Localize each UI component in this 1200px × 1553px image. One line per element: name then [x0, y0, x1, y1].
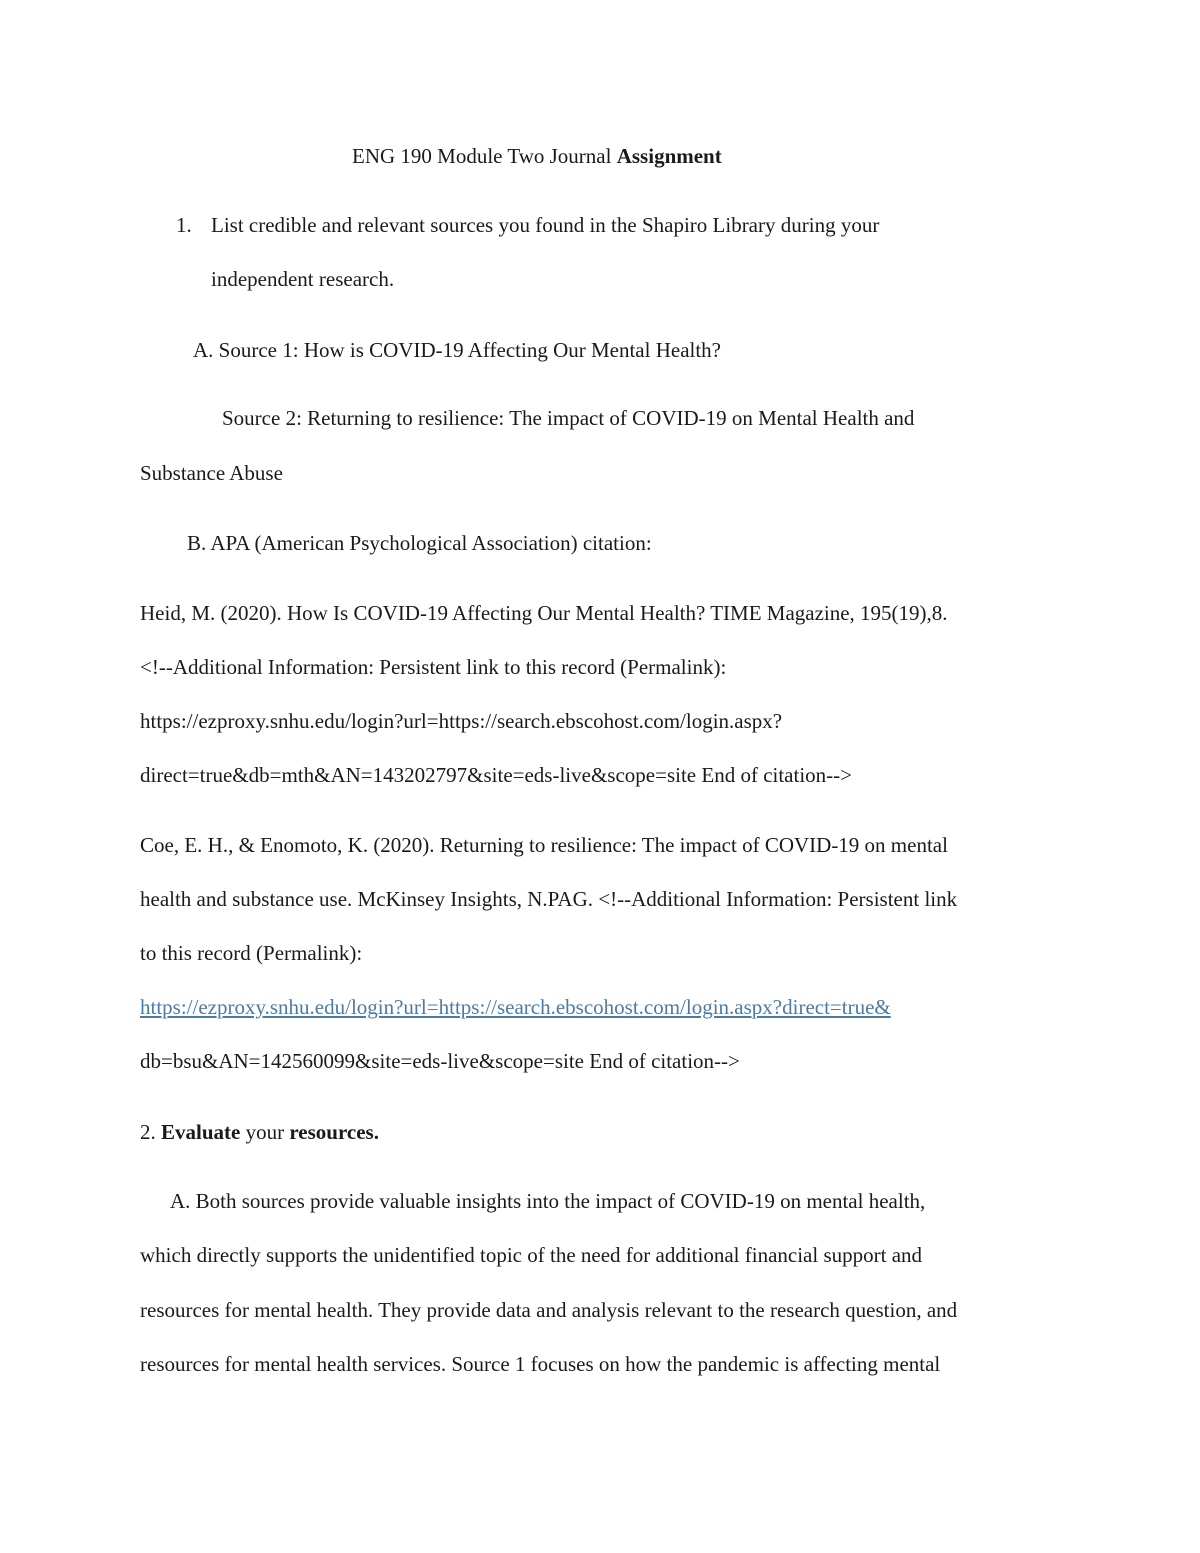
page-title-text: ENG 190 Module Two Journal [352, 144, 617, 168]
evaluation-line-4: resources for mental health services. Source 1 focuses on how the pandemic is affecting mental [140, 1352, 941, 1376]
citation-2-line-3: to this record (Permalink): [140, 941, 363, 965]
question-2-number: 2. [140, 1120, 161, 1144]
source-2-title-line-1: Source 2: Returning to resilience: The impact of COVID-19 on Mental Health and [222, 406, 915, 430]
citation-2-permalink[interactable]: https://ezproxy.snhu.edu/login?url=https://search.ebscohost.com/login.aspx?direct=true& [140, 995, 891, 1019]
source-2-title-line-2: Substance Abuse [140, 461, 283, 485]
citation-2-line-1: Coe, E. H., & Enomoto, K. (2020). Returning to resilience: The impact of COVID-19 on mental [140, 833, 948, 857]
citation-1-line-2: <!--Additional Information: Persistent link to this record (Permalink): [140, 655, 727, 679]
question-1-line-1: List credible and relevant sources you found in the Shapiro Library during your [211, 213, 880, 237]
evaluation-line-1: A. Both sources provide valuable insights into the impact of COVID-19 on mental health, [170, 1189, 926, 1213]
citation-2-line-5: db=bsu&AN=142560099&site=eds-live&scope=site End of citation--> [140, 1049, 740, 1073]
citation-1-line-4: direct=true&db=mth&AN=143202797&site=eds-live&scope=site End of citation--> [140, 763, 853, 787]
page-title [352, 142, 722, 170]
citation-1-line-1: Heid, M. (2020). How Is COVID-19 Affecting Our Mental Health? TIME Magazine, 195(19),8. [140, 601, 948, 625]
question-2-bold-evaluate: Evaluate [161, 1120, 241, 1144]
apa-citation-heading: B. APA (American Psychological Association) citation: [187, 531, 652, 555]
source-1-title: A. Source 1: How is COVID-19 Affecting Our Mental Health? [193, 338, 722, 362]
question-1-number: 1. [176, 213, 192, 237]
evaluation-line-2: which directly supports the unidentified topic of the need for additional financial support and [140, 1243, 923, 1267]
evaluation-line-3: resources for mental health. They provide data and analysis relevant to the research question, and [140, 1298, 958, 1322]
citation-2-line-2: health and substance use. McKinsey Insights, N.PAG. <!--Additional Information: Persistent link [140, 887, 958, 911]
question-2-heading [140, 1118, 379, 1146]
question-1-line-2: independent research. [211, 267, 395, 291]
page-title-bold: Assignment [616, 144, 722, 168]
question-2-mid: your [240, 1120, 290, 1144]
citation-1-line-3: https://ezproxy.snhu.edu/login?url=https://search.ebscohost.com/login.aspx? [140, 709, 783, 733]
question-2-bold-resources: resources. [289, 1120, 379, 1144]
